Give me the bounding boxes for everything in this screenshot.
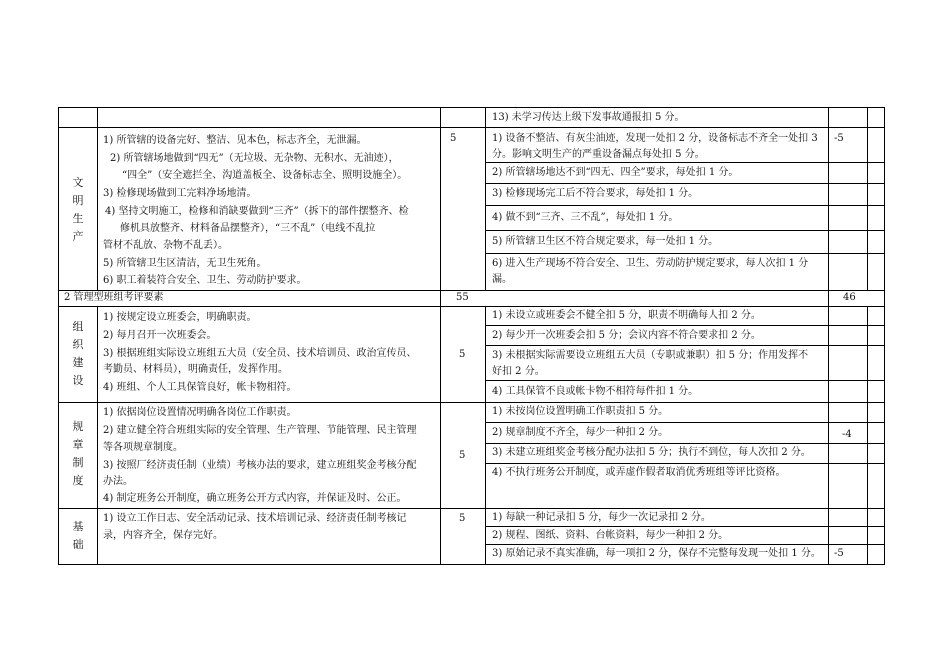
category-label: 基础 [72,520,84,551]
requirement-text: 2) 所管辖场地做到“四无”（无垃圾、无杂物、无积水、无油迹）， [110,153,399,164]
table-border [58,107,885,108]
table-border [58,290,885,291]
requirement-text: 6) 职工着装符合安全、卫生、劳动防护要求。 [103,275,307,286]
category-label: 规章制度 [72,420,84,487]
table-border [884,107,885,564]
table-border [58,508,885,509]
score-value: 5 [450,133,457,144]
criteria-text: 13) 未学习传达上级下发事故通报扣 5 分。 [492,112,685,123]
table-border [485,162,885,163]
criteria-text: 5) 所管辖卫生区不符合规定要求，每一处扣 1 分。 [492,236,719,247]
requirement-text: 3) 按照厂经济责任制（业绩）考核办法的要求，建立班组奖金考核分配 [103,460,417,471]
table-border [97,107,98,290]
requirement-text: 录，内容齐全，保存完好。 [103,530,223,541]
criteria-text: 2) 所管辖场地达不到“四无、四全”要求，每处扣 1 分。 [492,167,739,178]
requirement-text: 管材不乱放、杂物不乱丢）。 [103,240,228,251]
requirement-text: 修机具放整齐、材料备品摆整齐），“三不乱”（电线不乱拉 [120,223,376,234]
score-value: 5 [459,450,466,461]
table-border [485,443,885,444]
table-border [828,107,829,564]
criteria-text: 3) 未建立班组奖金考核分配办法扣 5 分；执行不到位，每人次扣 2 分。 [492,447,811,458]
requirement-text: 1) 设立工作日志、安全活动记录、技术培训记录、经济责任制考核记 [103,513,407,524]
criteria-text: 2) 规章制度不齐全，每少一种扣 2 分。 [492,427,669,438]
section-score: 55 [456,292,469,303]
table-border [58,402,885,403]
criteria-text: 3) 未根据实际需要设立班组五大员（专职或兼职）扣 5 分；作用发挥不 [492,350,809,361]
table-border [485,253,885,254]
requirement-text: 1) 所管辖的设备完好、整洁、见本色，标志齐全，无泄漏。 [103,135,367,146]
requirement-text: 3) 检修现场做到工完料净场地清。 [103,188,257,199]
table-border [485,107,486,290]
criteria-text: 3) 检修现场完工后不符合要求，每处扣 1 分。 [492,188,699,199]
table-border [485,230,885,231]
table-border [58,107,59,564]
table-border [867,107,868,290]
category-label: 文明生产 [72,176,84,243]
criteria-text: 好扣 2 分。 [492,366,545,377]
requirement-text: 4) 班组、个人工具保管良好，帐卡物相符。 [103,382,297,393]
table-border [485,325,885,326]
criteria-text: 4) 工具保管不良或帐卡物不相符每件扣 1 分。 [492,386,699,397]
table-border [58,564,885,565]
criteria-text: 1) 未设立或班委会不健全扣 5 分，职责不明确每人扣 2 分。 [492,310,761,321]
table-border [485,422,885,423]
requirement-text: 5) 所管辖卫生区清洁，无卫生死角。 [103,258,267,269]
criteria-text: 分。影响文明生产的严重设备漏点每处扣 5 分。 [492,149,705,160]
deduction-value: -5 [834,133,844,144]
criteria-text: 1) 设备不整洁、有灰尘油迹，发现一处扣 2 分，设备标志不齐全一处扣 3 [492,133,818,144]
requirement-text: 4) 坚持文明施工，检修和消缺要做到“三齐”（拆下的部件摆整齐、检 [105,206,409,217]
table-border [440,107,441,564]
criteria-text: 1) 每缺一种记录扣 5 分，每少一次记录扣 2 分。 [492,512,711,523]
requirement-text: 1) 依据岗位设置情况明确各岗位工作职责。 [103,407,297,418]
category-label: 组织建设 [72,320,84,387]
section-result: 46 [843,292,856,303]
criteria-text: 漏。 [492,274,512,285]
deduction-value: -4 [842,429,852,440]
table-border [485,345,885,346]
table-border [485,205,885,206]
section-title: 2 管理型班组考评要素 [64,292,164,303]
deduction-value: -5 [834,548,844,559]
table-border [485,526,885,527]
criteria-text: 6) 进入生产现场不符合安全、卫生、劳动防护规定要求，每人次扣 1 分 [492,258,809,269]
requirement-text: 考勤员、材料员），明确责任，发挥作用。 [103,364,288,375]
table-border [58,306,885,307]
criteria-text: 2) 规程、图纸、资料、台帐资料，每少一种扣 2 分。 [492,530,729,541]
criteria-text: 2) 每少开一次班委会扣 5 分；会议内容不符合要求扣 2 分。 [492,330,761,341]
table-border [485,380,885,381]
requirement-text: 4) 制定班务公开制度，确立班务公开方式内容，并保证及时、公正。 [103,493,407,504]
criteria-text: 3) 原始记录不真实准确，每一项扣 2 分，保存不完整每发现一处扣 1 分。 [492,548,821,559]
requirement-text: 2) 建立健全符合班组实际的安全管理、生产管理、节能管理、民主管理 [103,425,417,436]
criteria-text: 4) 不执行班务公开制度，或弄虚作假者取消优秀班组等评比资格。 [492,467,786,478]
requirement-text: “四全”（安全遮拦全、沟道盖板全、设备标志全、照明设施全）。 [122,170,408,181]
requirement-text: 1) 按规定设立班委会，明确职责。 [103,312,257,323]
requirement-text: 2) 每月召开一次班委会。 [103,330,217,341]
table-border [485,463,885,464]
criteria-text: 1) 未按岗位设置明确工作职责扣 5 分。 [492,406,669,417]
requirement-text: 等各项规章制度。 [103,442,183,453]
score-value: 5 [459,349,466,360]
requirement-text: 3) 根据班组实际设立班组五大员（安全员、技术培训员、政治宣传员、 [103,348,417,359]
table-border [58,127,885,128]
requirement-text: 办法。 [103,476,133,487]
table-border [485,544,885,545]
score-value: 5 [459,513,466,524]
table-border [97,306,98,564]
criteria-text: 4) 做不到“三齐、三不乱”，每处扣 1 分。 [492,212,679,223]
table-border [485,183,885,184]
